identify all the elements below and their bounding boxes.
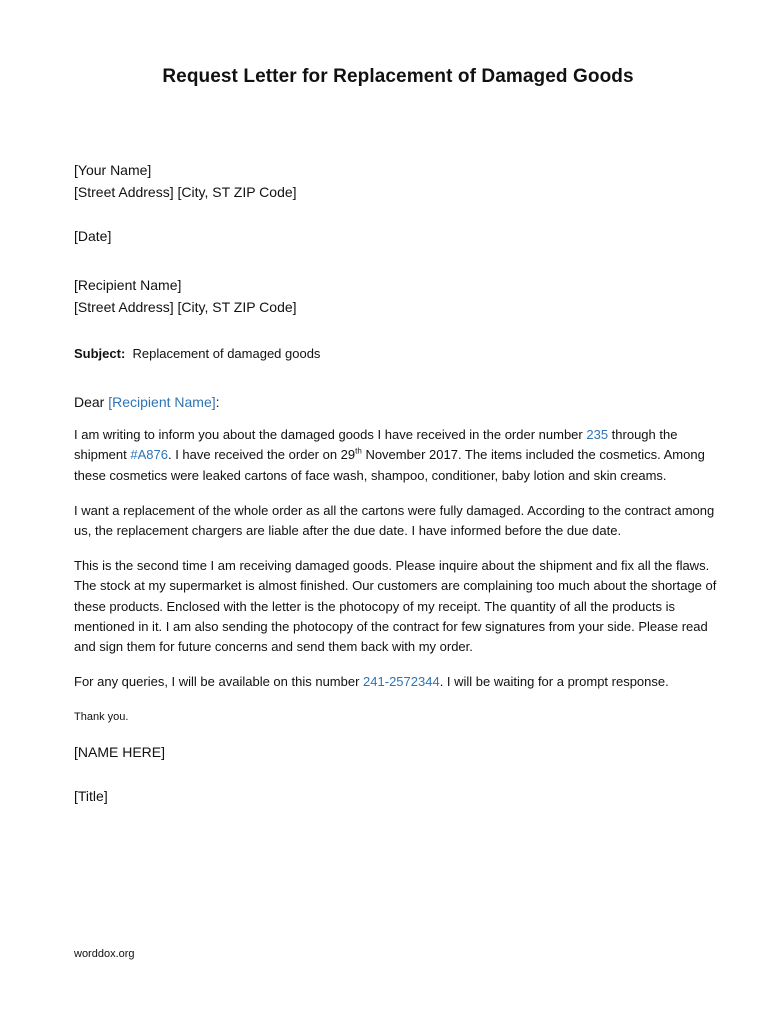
paragraph-4 bbox=[74, 672, 726, 692]
paragraph-1 bbox=[74, 425, 726, 486]
paragraph-4-text-b: . I will be waiting for a prompt response. bbox=[439, 674, 669, 689]
subject-text: Replacement of damaged goods bbox=[132, 346, 321, 361]
salutation bbox=[74, 391, 220, 413]
footer-source: worddox.org bbox=[74, 948, 135, 960]
order-number: 235 bbox=[586, 427, 609, 442]
paragraph-1-text-d: November 2017. The items included the cosmetics. Among these cosmetics were leaked cartons of face wash, shampoo, conditioner, baby lotion and skin creams. bbox=[74, 447, 705, 483]
subject-label: Subject: bbox=[74, 346, 126, 361]
subject-line bbox=[74, 343, 320, 365]
paragraph-2: I want a replacement of the whole order as all the cartons were fully damaged. According to the contract among us, the replacement chargers are liable after the due date. I have informed before the due date. bbox=[74, 503, 715, 539]
paragraph-3: This is the second time I am receiving damaged goods. Please inquire about the shipment and fix all the flaws. The stock at my supermarket is almost finished. Our customers are complaining too much about the shortage of these products. Enclosed with the letter is the photocopy of my receipt. The quantity of all the products is mentioned in it. I am also sending the photocopy of the contract for few signatures from your side. Please read and sign them for future concerns and send them back with my order. bbox=[74, 558, 717, 655]
letter-date: [Date] bbox=[74, 228, 112, 244]
recipient-address: [Street Address] [City, ST ZIP Code] bbox=[74, 299, 297, 315]
signature-name: [NAME HERE] bbox=[74, 744, 166, 760]
shipment-number: #A876 bbox=[130, 447, 168, 463]
closing-text: Thank you. bbox=[74, 711, 129, 723]
recipient-name: [Recipient Name] bbox=[74, 277, 182, 293]
paragraph-1-text-a: I am writing to inform you about the damaged goods I have received in the order number bbox=[74, 427, 587, 442]
signature-title: [Title] bbox=[74, 788, 108, 804]
paragraph-4-text-a: For any queries, I will be available on this number bbox=[74, 674, 364, 689]
salutation-prefix: Dear bbox=[74, 394, 109, 410]
salutation-recipient: [Recipient Name] bbox=[108, 394, 216, 410]
salutation-suffix: : bbox=[215, 394, 220, 410]
date-ordinal: th bbox=[355, 446, 362, 456]
page-title: Request Letter for Replacement of Damaged Goods bbox=[162, 66, 634, 87]
phone-number: 241-2572344 bbox=[363, 674, 440, 689]
sender-address: [Street Address] [City, ST ZIP Code] bbox=[74, 184, 297, 200]
paragraph-1-text-b: through the shipment bbox=[74, 427, 678, 463]
paragraph-1-text-c: . I have received the order on 29 bbox=[167, 447, 356, 463]
sender-name: [Your Name] bbox=[74, 162, 152, 178]
